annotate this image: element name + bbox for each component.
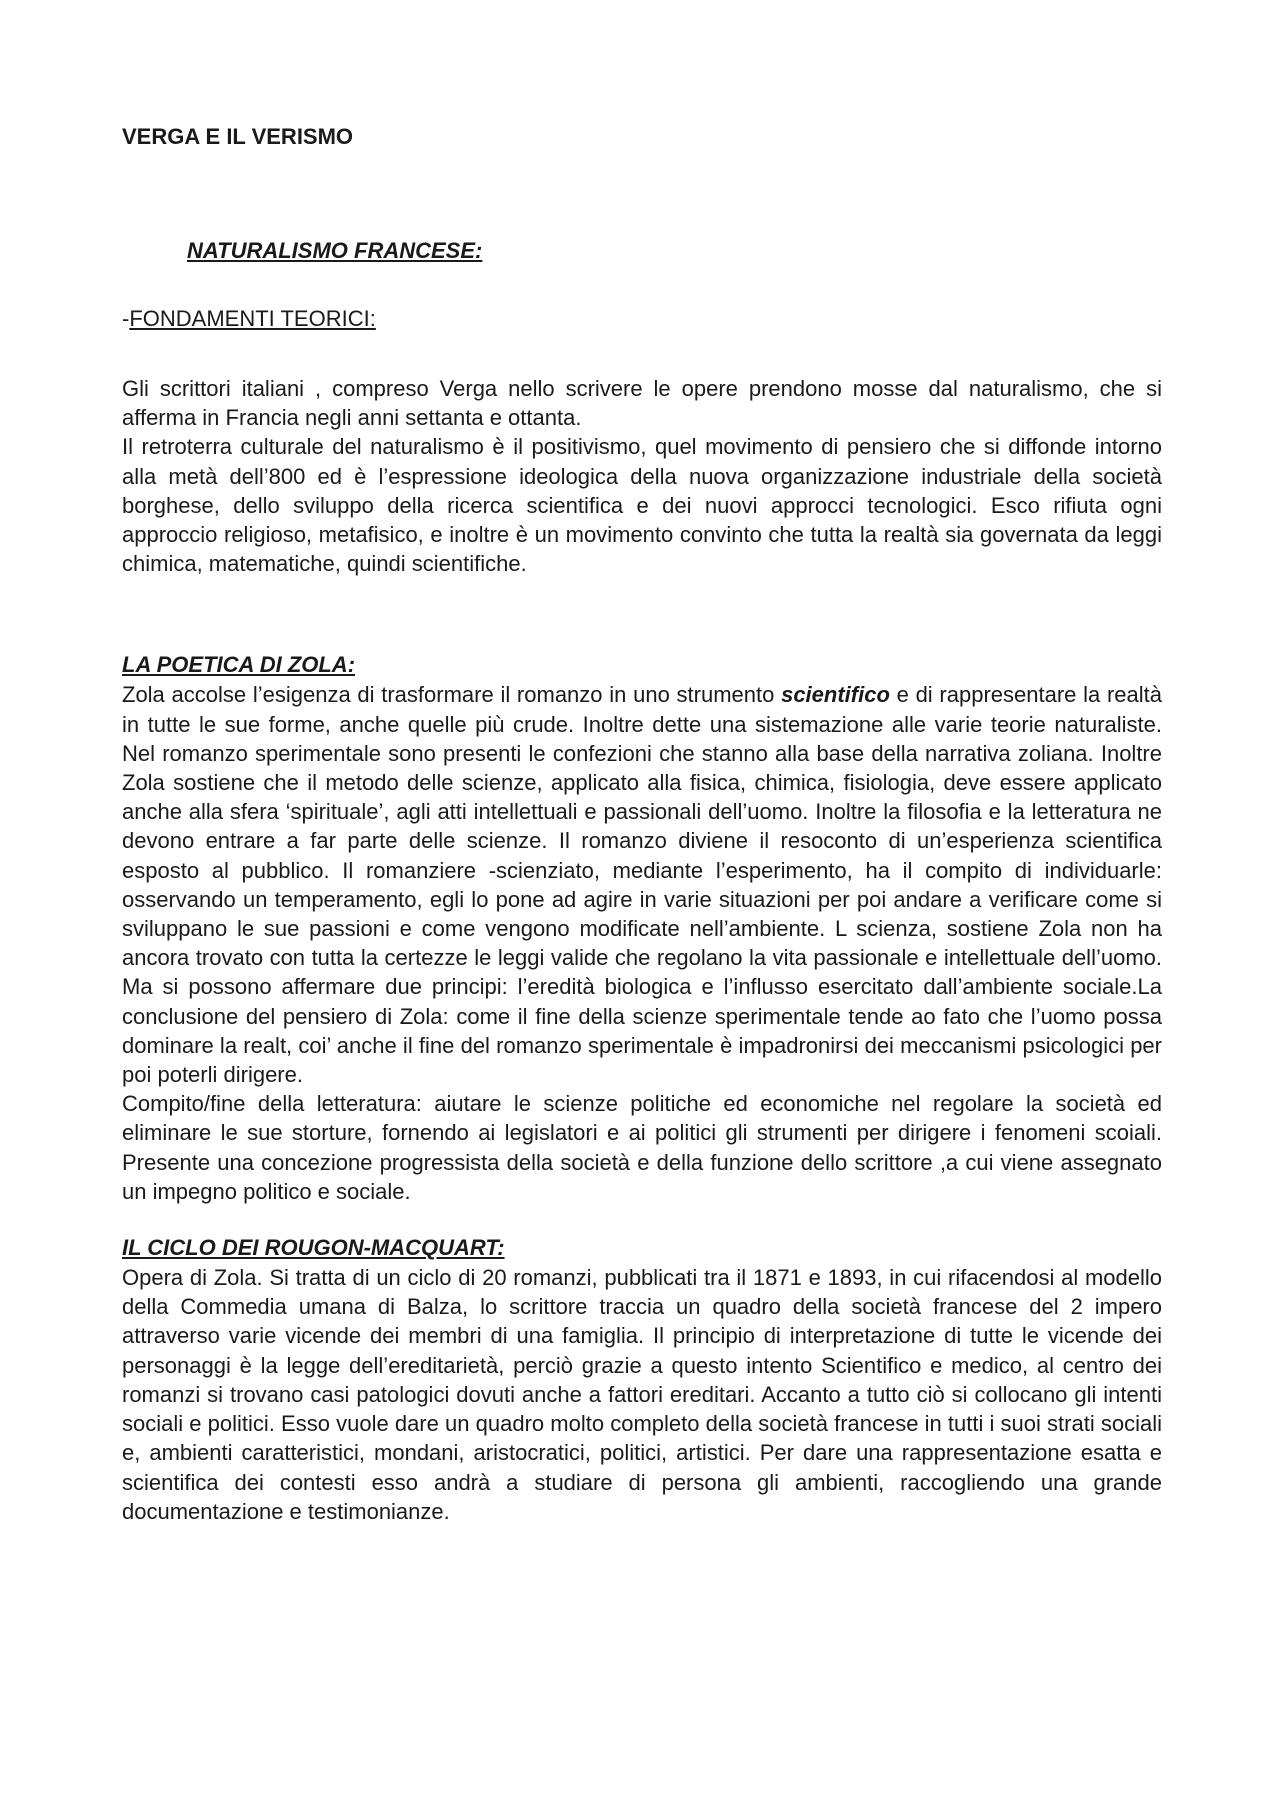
zola-paragraph-1 <box>122 680 1162 1089</box>
fondamenti-label: FONDAMENTI TEORICI: <box>129 306 376 331</box>
zola-emphasis: scientifico <box>781 682 890 708</box>
section-heading-rougon: IL CICLO DEI ROUGON-MACQUART: <box>122 1235 505 1261</box>
subtitle-naturalismo: NATURALISMO FRANCESE: <box>187 238 483 263</box>
document-page <box>122 122 1162 1526</box>
intro-paragraph-1: Gli scrittori italiani , compreso Verga nello scrivere le opere prendono mosse dal naturalismo, che si afferma in Francia negli anni settanta e ottanta. <box>122 376 1162 431</box>
intro-paragraph-2: Il retroterra culturale del naturalismo è il positivismo, quel movimento di pensiero che si diffonde intorno alla metà dell’800 ed è l’espressione ideologica della nuova organizzazione industriale della società borghese, dello sviluppo della ricerca scientifica e dei nuovi approcci tecnologici. Esco rifiuta ogni approccio religioso, metafisico, e inoltre è un movimento convinto che tutta la realtà sia governata da leggi chimica, matematiche, quindi scientifiche. <box>122 434 1162 577</box>
fondamenti-prefix: - <box>122 306 130 331</box>
section-heading-zola: LA POETICA DI ZOLA: <box>122 652 356 678</box>
zola-text-after: e di rappresentare la realtà in tutte le sue forme, anche quelle più crude. Inoltre dette una sistemazione alle varie teorie naturaliste. Nel romanzo sperimentale sono presenti le confezioni che stanno alla base della narrativa zoliana. Inoltre Zola sostiene che il metodo delle scienze, applicato alla fisica, chimica, fisiologia, deve essere applicato anche alla sfera ‘spirituale’, agli atti intellettuali e passionali dell’uomo. Inoltre la filosofia e la letteratura ne devono entrare a far parte delle scienze. Il romanzo diviene il resoconto di un’esperienza scientifica esposto al pubblico. Il romanziere -scienziato, mediante l’esperimento, ha il compito di individuarle: osservando un temperamento, egli lo pone ad agire in varie situazioni per poi andare a verificare come si sviluppano le sue passioni e come vengono modificate nell’ambiente. L scienza, sostiene Zola non ha ancora trovato con tutta la certezze le leggi valide che regolano la vita passionale e intellettuale dell’uomo. Ma si possono affermare due principi: l’eredità biologica e l’influsso esercitato dall’ambiente sociale.La conclusione del pensiero di Zola: come il fine della scienze sperimentale tende ao fato che l’uomo possa dominare la realt, coi’ anche il fine del romanzo sperimentale è impadronirsi dei meccanismi psicologici per poi poterli dirigere. <box>122 682 1162 1088</box>
zola-paragraph-2: Compito/fine della letteratura: aiutare le scienze politiche ed economiche nel regolare la società ed eliminare le sue storture, fornendo ai legislatori e ai politici gli strumenti per dirigere i fenomeni scoiali. Presente una concezione progressista della società e della funzione dello scrittore ,a cui viene assegnato un impegno politico e sociale. <box>122 1091 1162 1204</box>
rougon-paragraph: Opera di Zola. Si tratta di un ciclo di 20 romanzi, pubblicati tra il 1871 e 1893, in cui rifacendosi al modello della Commedia umana di Balza, lo scrittore traccia un quadro della società francese del 2 impero attraverso varie vicende dei membri di una famiglia. Il principio di interpretazione di tutte le vicende dei personaggi è la legge dell’ereditarietà, perciò grazie a questo intento Scientifico e medico, al centro dei romanzi si trovano casi patologici dovuti anche a fattori ereditari. Accanto a tutto ciò si collocano gli intenti sociali e politici. Esso vuole dare un quadro molto completo della società francese in tutti i suoi strati sociali e, ambienti caratteristici, mondani, aristocratici, politici, artistici. Per dare una rappresentazione esatta e scientifica dei contesti esso andrà a studiare di persona gli ambienti, raccogliendo una grande documentazione e testimonianze. <box>122 1265 1162 1524</box>
fondamenti-heading <box>122 304 1162 334</box>
document-title: VERGA E IL VERISMO <box>122 124 354 149</box>
zola-text-before: Zola accolse l’esigenza di trasformare il romanzo in uno strumento <box>122 682 782 708</box>
